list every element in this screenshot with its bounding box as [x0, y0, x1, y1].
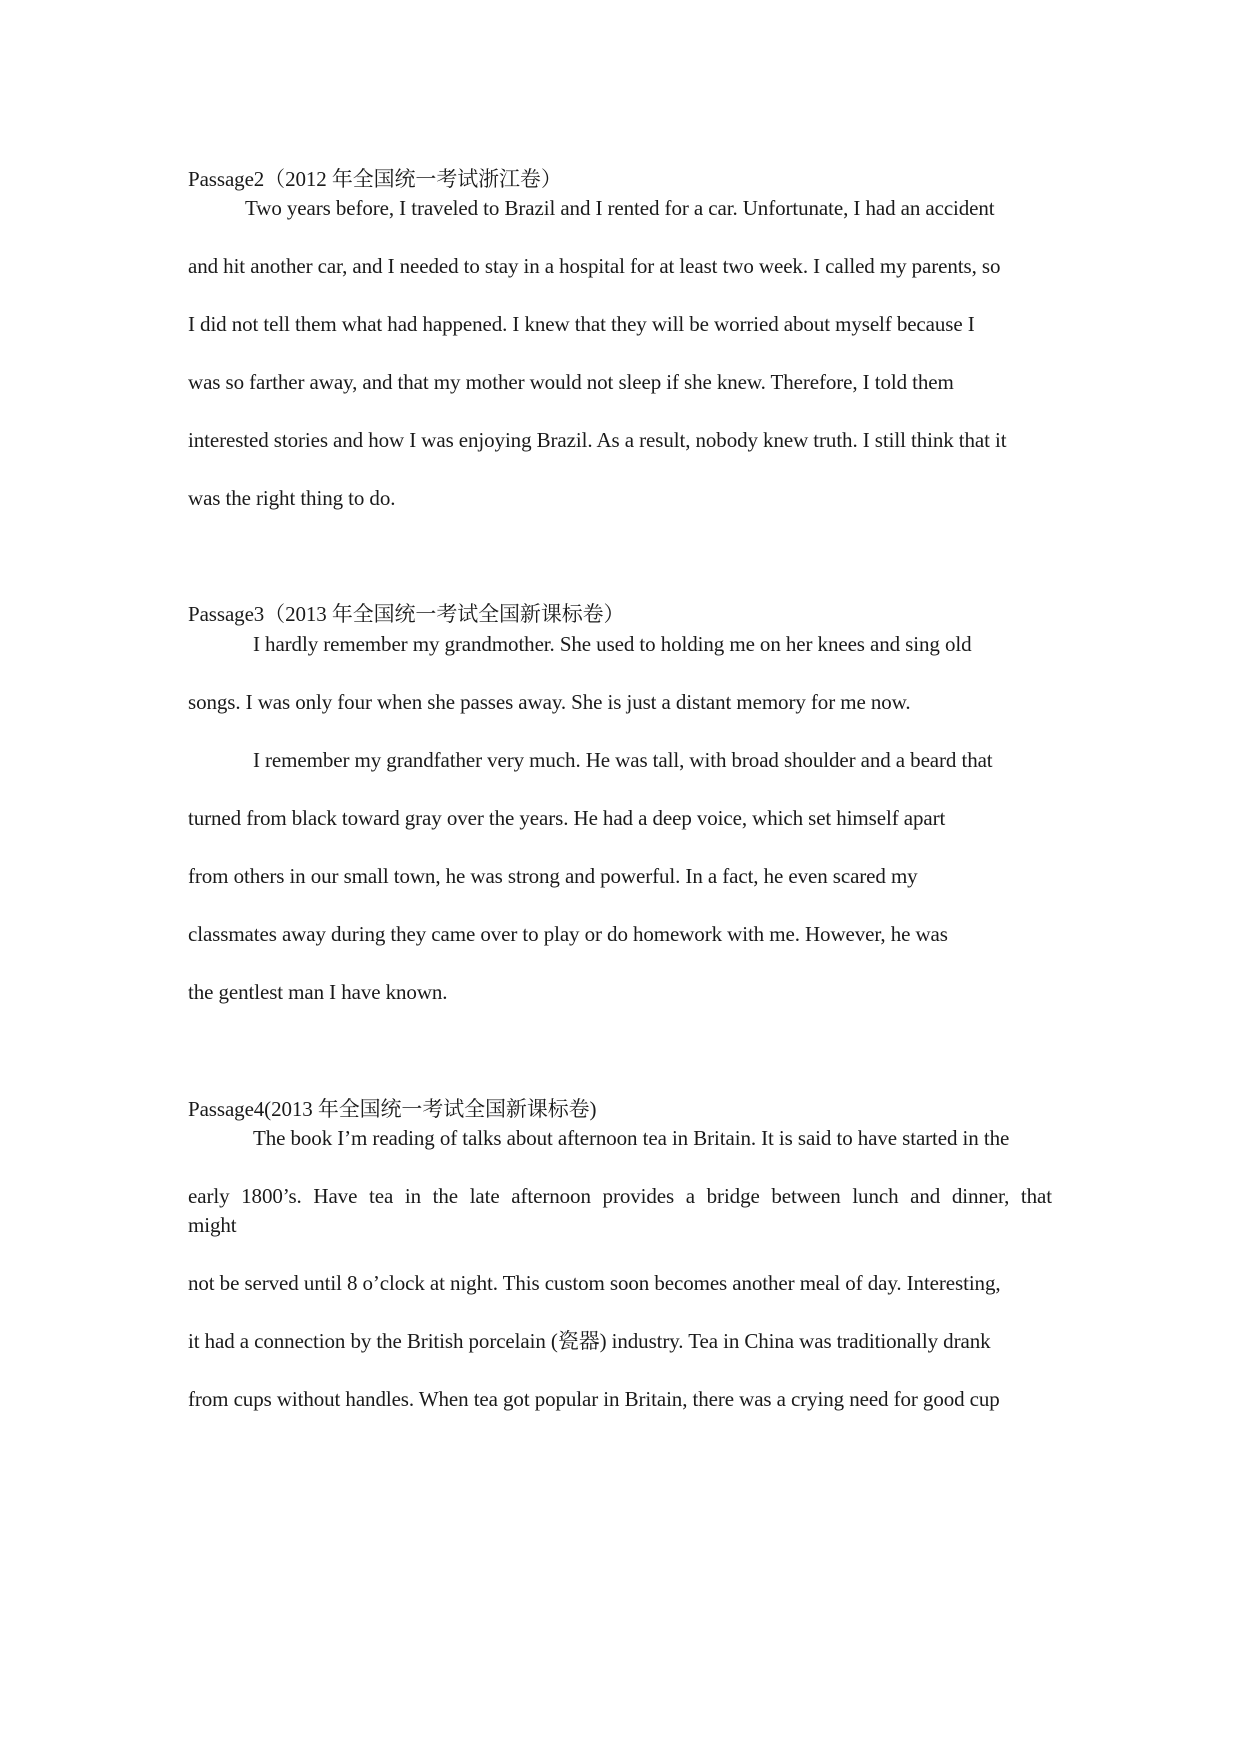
passage4-title: Passage4(2013 年全国统一考试全国新课标卷): [188, 1097, 597, 1121]
passage4-line-2: early 1800’s. Have tea in the late afternoon provides a bridge between lunch and dinner, that: [188, 1184, 1052, 1208]
passage3-line-5: from others in our small town, he was strong and powerful. In a fact, he even scared my: [188, 864, 918, 888]
passage3-line-7: the gentlest man I have known.: [188, 980, 448, 1004]
passage3-line-6: classmates away during they came over to play or do homework with me. However, he was: [188, 922, 948, 946]
passage4-line-6: from cups without handles. When tea got popular in Britain, there was a crying need for good cup: [188, 1387, 1000, 1411]
passage2-line-6: was the right thing to do.: [188, 486, 396, 510]
passage3-line-1: I hardly remember my grandmother. She used to holding me on her knees and sing old: [253, 632, 972, 656]
passage2-line-4: was so farther away, and that my mother would not sleep if she knew. Therefore, I told them: [188, 370, 954, 394]
passage2-line-5: interested stories and how I was enjoying Brazil. As a result, nobody knew truth. I still think that it: [188, 428, 1007, 452]
passage4-line-4: not be served until 8 o’clock at night. This custom soon becomes another meal of day. Interesting,: [188, 1271, 1001, 1295]
passage2-line-2: and hit another car, and I needed to stay in a hospital for at least two week. I called my parents, so: [188, 254, 1001, 278]
passage3-title: Passage3（2013 年全国统一考试全国新课标卷）: [188, 602, 625, 626]
passage2-title: Passage2（2012 年全国统一考试浙江卷）: [188, 167, 562, 191]
passage4-line-5: it had a connection by the British porcelain (瓷器) industry. Tea in China was traditionally drank: [188, 1329, 991, 1353]
passage3-line-3: I remember my grandfather very much. He was tall, with broad shoulder and a beard that: [253, 748, 993, 772]
passage2-line-1: Two years before, I traveled to Brazil and I rented for a car. Unfortunate, I had an accident: [245, 196, 995, 220]
passage4-line-1: The book I’m reading of talks about afternoon tea in Britain. It is said to have started in the: [253, 1126, 1010, 1150]
passage3-line-2: songs. I was only four when she passes away. She is just a distant memory for me now.: [188, 690, 911, 714]
passage4-line-3: might: [188, 1213, 237, 1237]
passage3-line-4: turned from black toward gray over the years. He had a deep voice, which set himself apart: [188, 806, 946, 830]
passage2-line-3: I did not tell them what had happened. I knew that they will be worried about myself because I: [188, 312, 975, 336]
